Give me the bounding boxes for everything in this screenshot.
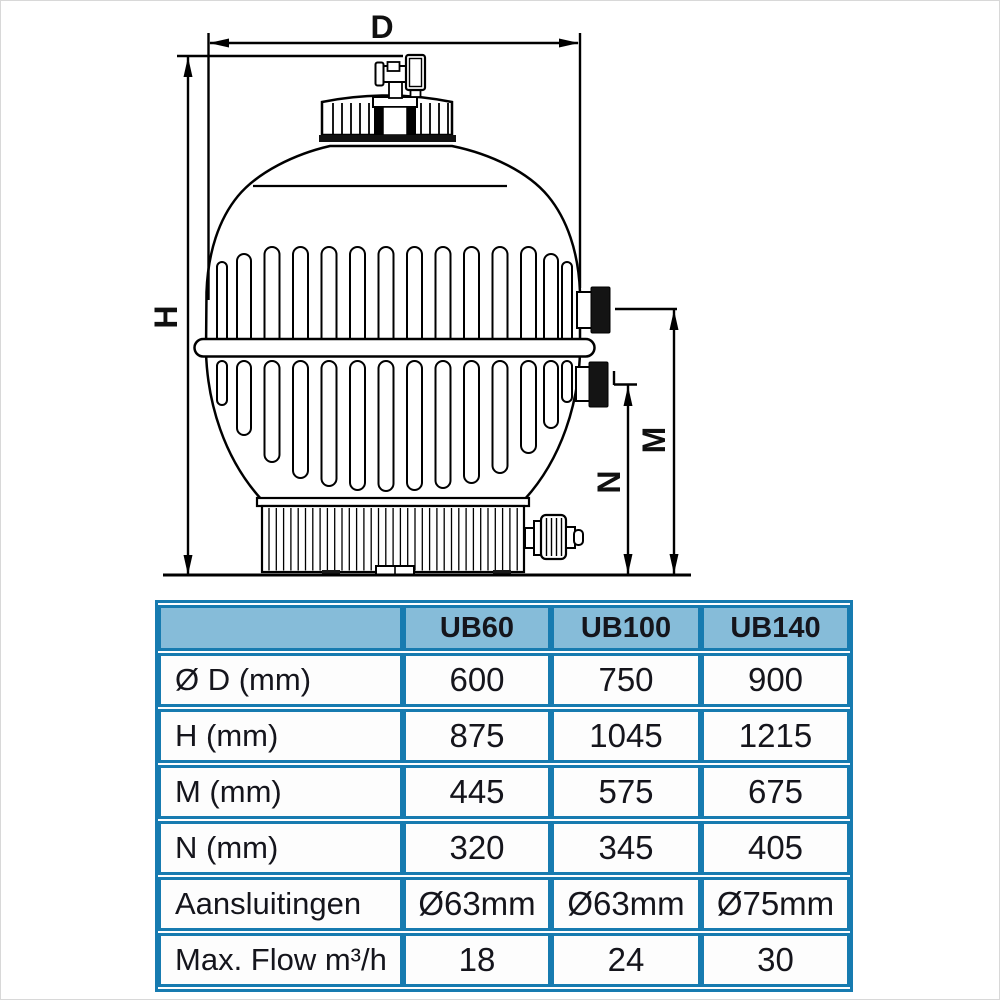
- pressure-gauge: [406, 55, 425, 97]
- spec-value-cell: 445: [403, 765, 551, 819]
- spec-row-height: [158, 709, 850, 763]
- spec-value-cell: 18: [403, 933, 551, 987]
- lid-flange: [319, 135, 456, 142]
- spec-value-cell: 320: [403, 821, 551, 875]
- spec-value-cell: 345: [551, 821, 701, 875]
- spec-row-label: Ø D (mm): [158, 653, 403, 707]
- spec-value-cell: 30: [701, 933, 850, 987]
- table-header-ub140: UB140: [701, 605, 850, 651]
- spec-row-n: [158, 821, 850, 875]
- dim-label-h: H: [148, 305, 184, 329]
- spec-header-row: [158, 605, 850, 651]
- spec-row-maxflow: [158, 933, 850, 987]
- base-pedestal: [257, 498, 529, 575]
- spec-value-cell: 1045: [551, 709, 701, 763]
- spec-value-cell: 1215: [701, 709, 850, 763]
- spec-value-cell: 875: [403, 709, 551, 763]
- spec-value-cell: Ø63mm: [403, 877, 551, 931]
- spec-row-label: Max. Flow m³/h: [158, 933, 403, 987]
- drain-valve: [525, 515, 583, 559]
- table-header-empty: [158, 605, 403, 651]
- spec-value-cell: 600: [403, 653, 551, 707]
- spec-value-cell: 750: [551, 653, 701, 707]
- air-relief-valve: [376, 62, 408, 98]
- upper-port: [577, 287, 610, 333]
- lower-port: [576, 362, 608, 407]
- table-header-ub60: UB60: [403, 605, 551, 651]
- spec-row-label: Aansluitingen: [158, 877, 403, 931]
- table-header-ub100: UB100: [551, 605, 701, 651]
- lid-cap: [319, 96, 456, 143]
- spec-value-cell: 405: [701, 821, 850, 875]
- clamp-band: [195, 339, 595, 357]
- spec-value-cell: 900: [701, 653, 850, 707]
- spec-row-label: M (mm): [158, 765, 403, 819]
- spec-value-cell: Ø75mm: [701, 877, 850, 931]
- spec-row-connections: [158, 877, 850, 931]
- spec-value-cell: 675: [701, 765, 850, 819]
- spec-value-cell: Ø63mm: [551, 877, 701, 931]
- spec-row-label: H (mm): [158, 709, 403, 763]
- spec-table: [155, 600, 853, 992]
- spec-row-label: N (mm): [158, 821, 403, 875]
- dim-label-m: M: [636, 426, 672, 454]
- dim-label-n: N: [591, 470, 627, 494]
- dim-label-d: D: [370, 9, 394, 45]
- spec-row-diameter: [158, 653, 850, 707]
- spec-value-cell: 575: [551, 765, 701, 819]
- spec-row-m: [158, 765, 850, 819]
- spec-value-cell: 24: [551, 933, 701, 987]
